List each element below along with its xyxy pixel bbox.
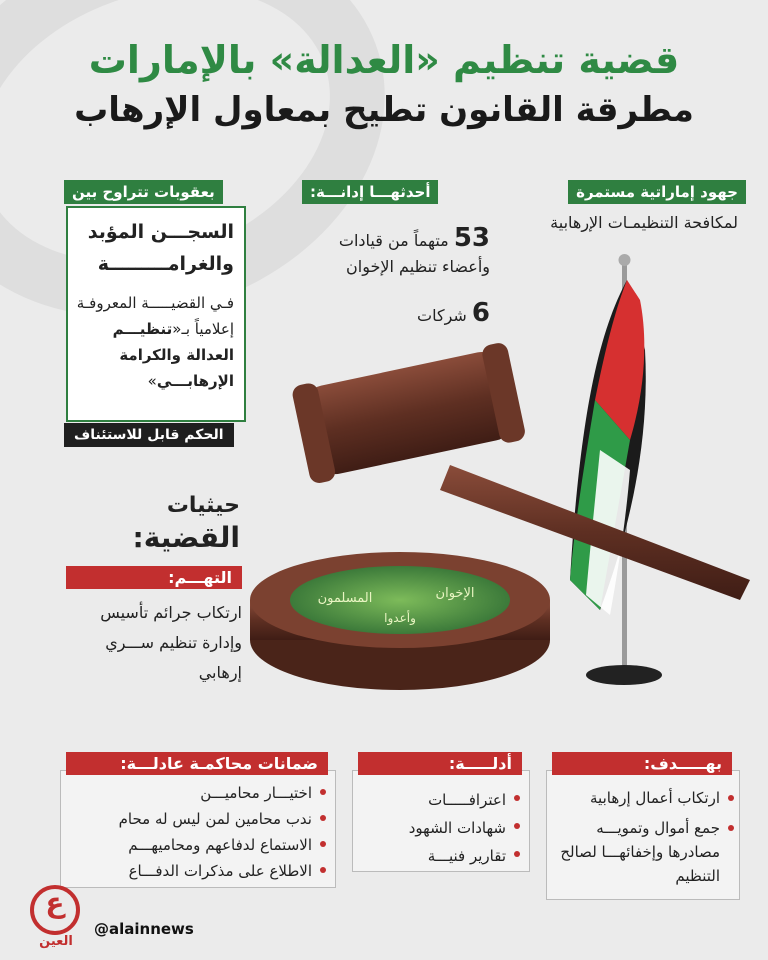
guarantees-list	[66, 780, 328, 884]
list-item: تقارير فنيـــة	[358, 842, 522, 870]
list-item: ارتكاب أعمال إرهابية	[560, 786, 736, 810]
list-item: الاطلاع على مذكرات الدفـــاع	[66, 858, 328, 884]
flag	[570, 254, 662, 685]
sentence-description	[68, 290, 234, 394]
evidence-tag: أدلـــــة:	[358, 752, 522, 775]
goal-list	[560, 786, 736, 894]
efforts-text: لمكافحة التنظيمـات الإرهابية	[550, 213, 738, 232]
list-item: شهادات الشهود	[358, 814, 522, 842]
logo-name: العين	[39, 934, 73, 949]
sentence-main: السجـــن المؤبد والغرامـــــــــة	[87, 221, 234, 275]
list-item: جمع أموال وتمويـــه مصادرها وإخفائهـــا لصالح التنظيم	[560, 816, 736, 888]
case-title	[100, 490, 240, 554]
emblem-text-3: وأعدوا	[384, 611, 416, 625]
accused-number: 53	[453, 223, 490, 253]
flag-base	[586, 665, 662, 685]
sentence-desc-prefix: فـي القضيـــــة المعروفـة إعلامياً بـ«	[76, 294, 234, 338]
list-item: ندب محامين لمن ليس له محام	[66, 806, 328, 832]
gavel-head	[291, 341, 527, 485]
companies-text: شركات	[417, 306, 467, 325]
gavel-flag-illustration	[250, 250, 760, 710]
flag-finial	[619, 254, 631, 266]
emblem-text-1: الإخوان	[435, 586, 475, 601]
evidence-list	[358, 786, 522, 870]
page-subtitle: مطرقة القانون تطيح بمعاول الإرهاب	[74, 90, 694, 130]
list-item: الاستماع لدفاعهم ومحاميهـــم	[66, 832, 328, 858]
charge-tag: التهـــم:	[66, 566, 242, 589]
case-title-line1: حيثيات	[166, 493, 240, 518]
emblem-text-2: المسلمون	[317, 591, 373, 606]
appeal-tag: الحكم قابل للاستئناف	[64, 423, 234, 447]
guarantees-tag: ضمانات محاكمـة عادلـــة:	[66, 752, 328, 775]
list-item: اعترافـــــات	[358, 786, 522, 814]
events-tag: أحدثهـــا إدانـــة:	[302, 180, 438, 204]
companies-number: 6	[471, 298, 490, 328]
case-title-line2: القضية:	[132, 521, 240, 554]
page-title: قضية تنظيم «العدالة» بالإمارات	[88, 38, 680, 82]
social-handle[interactable]: @alainnews	[94, 920, 194, 938]
list-item: اختيـــار محاميـــن	[66, 780, 328, 806]
efforts-tag: جهود إماراتية مستمرة	[568, 180, 746, 204]
sentence-desc-suffix: »	[147, 372, 157, 390]
charge-text: ارتكاب جرائم تأسيس وإدارة تنظيم ســـري إرهابي	[100, 603, 242, 682]
goal-tag: بهـــــدف:	[552, 752, 732, 775]
accused-text: متهماً من قيادات وأعضاء تنظيم الإخوان	[338, 231, 490, 276]
sentence-tag: بعقوبات تتراوح بين	[64, 180, 223, 204]
sentence-desc-bold: تنظيـــم العدالة والكرامة الإرهابـــي	[112, 320, 234, 390]
logo-glyph: ع	[45, 886, 65, 919]
